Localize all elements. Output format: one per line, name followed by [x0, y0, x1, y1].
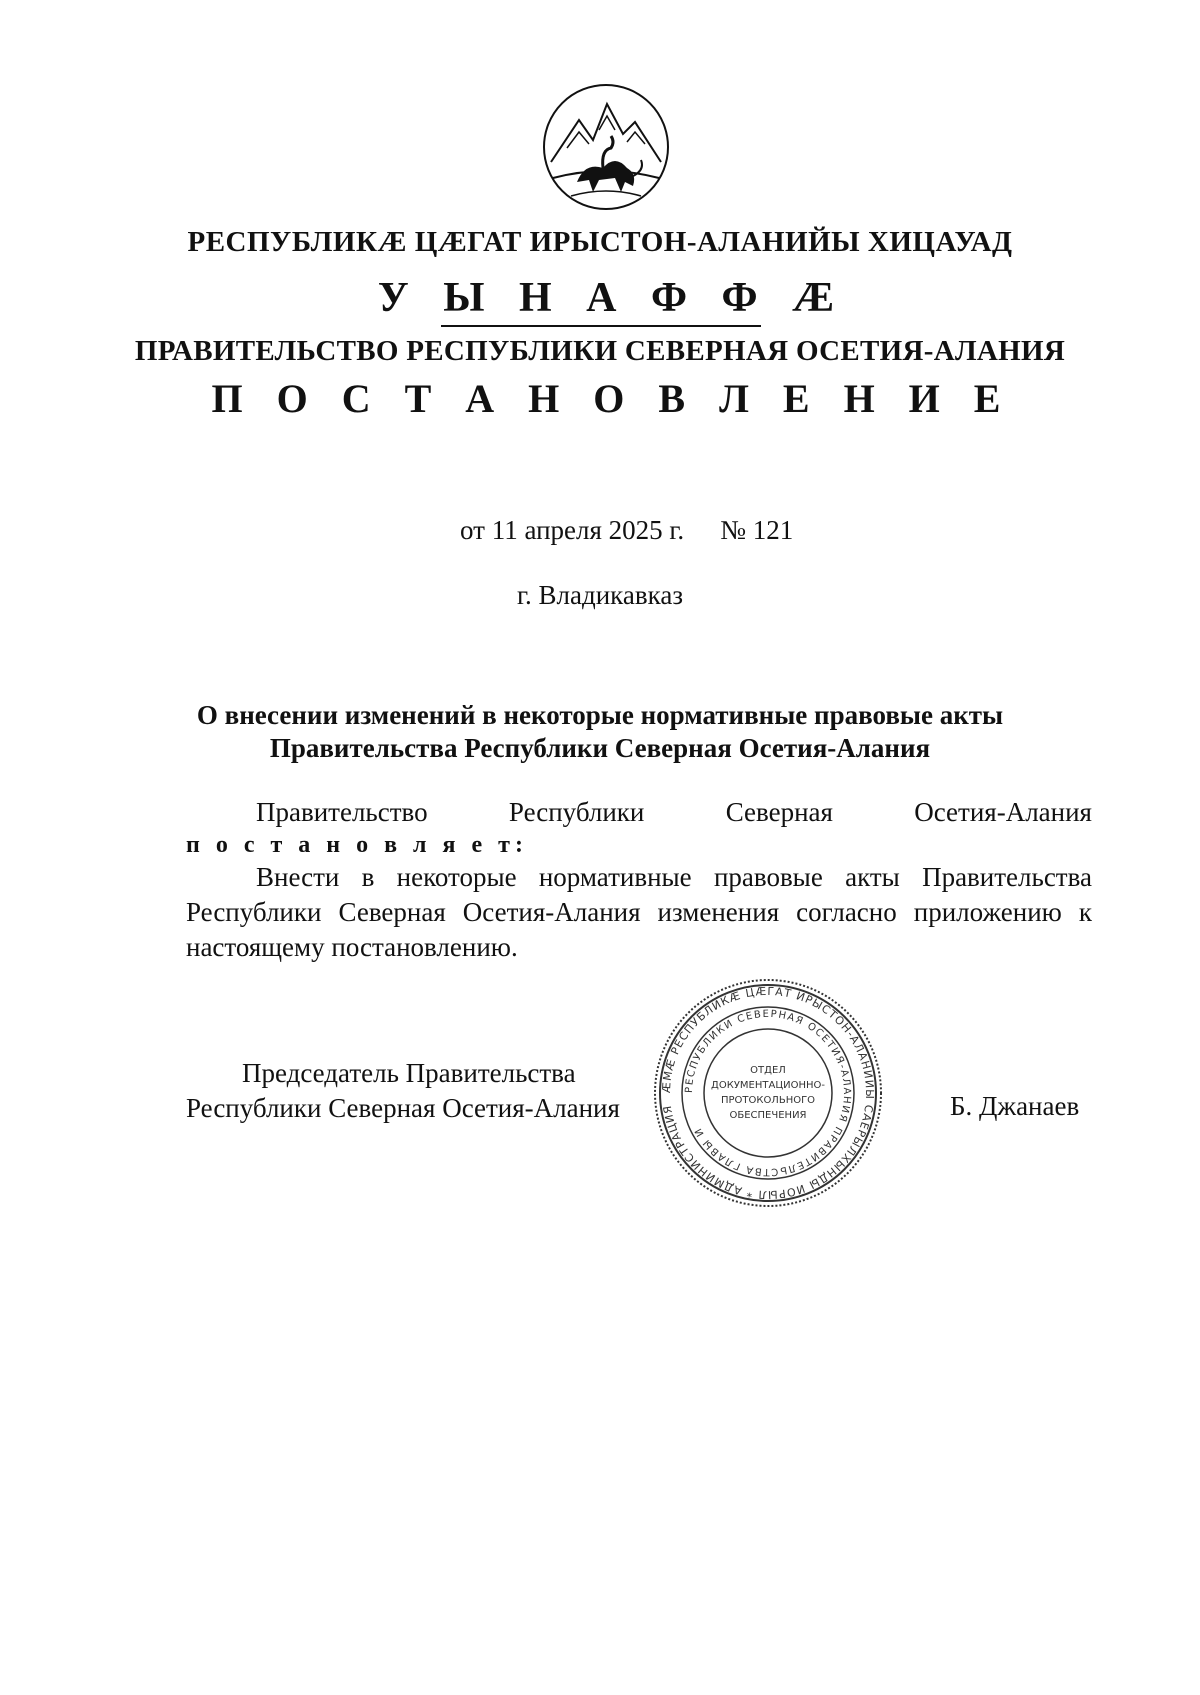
stamp-center-line: ОТДЕЛ	[750, 1065, 786, 1076]
osset-authority-heading: РЕСПУБЛИКÆ ЦÆГАТ ИРЫСТОН-АЛАНИЙЫ ХИЦАУАД	[187, 226, 1013, 258]
intro-paragraph	[186, 797, 1092, 828]
document-date: от 11 апреля 2025 г.	[460, 515, 685, 545]
document-date-number	[460, 515, 793, 546]
stamp-center-line: ПРОТОКОЛЬНОГО	[720, 1095, 816, 1106]
stamp-center-line: ОБЕСПЕЧЕНИЯ	[729, 1110, 807, 1121]
decree-word: п о с т а н о в л я е т:	[186, 832, 528, 858]
document-number: № 121	[720, 515, 794, 545]
ru-authority-heading: ПРАВИТЕЛЬСТВО РЕСПУБЛИКИ СЕВЕРНАЯ ОСЕТИЯ-АЛАНИЯ	[134, 335, 1066, 367]
stamp-outer-ring-text: ÆМÆ РЕСПУБЛИКÆ ЦÆГАТ ИРЫСТОН-АЛАНИЙЫ САЕРЫЛХЫНДЫ ЙОРЫЛ * АДМИНИСТРАЦИЯ	[659, 984, 877, 1202]
official-seal-stamp	[652, 977, 884, 1209]
intro-word: Правительство	[256, 797, 428, 827]
signatory-position	[186, 1056, 620, 1126]
intro-word: Осетия-Алания	[914, 797, 1092, 827]
document-title-line-1: О внесении изменений в некоторые нормативные правовые акты	[196, 700, 1004, 730]
signatory-name: Б. Джанаев	[950, 1091, 1080, 1121]
body-paragraph: Внести в некоторые нормативные правовые акты Правительства Республики Северная Осетия-Алания изменения согласно приложению к настоящему постановлению.	[186, 862, 1092, 962]
intro-word: Республики	[508, 797, 645, 827]
document-city: г. Владикавказ	[517, 580, 683, 610]
signatory-position-line-1: Председатель Правительства	[242, 1058, 576, 1088]
document-title-line-2: Правительства Республики Северная Осетия-Алания	[269, 733, 931, 763]
coat-of-arms-emblem	[541, 82, 671, 212]
osset-doc-kind: У Ы Н А Ф Ф Æ	[377, 275, 847, 321]
intro-word: Северная	[725, 797, 833, 827]
stamp-center-line: ДОКУМЕНТАЦИОННО-	[711, 1080, 825, 1091]
ru-doc-kind: П О С Т А Н О В Л Е Н И Е	[211, 376, 1013, 421]
header-divider	[441, 325, 761, 327]
stamp-inner-ring-text: РЕСПУБЛИКИ СЕВЕРНАЯ ОСЕТИЯ-АЛАНИЯ ПРАВИТЕЛЬСТВА ГЛАВЫ И	[683, 1008, 853, 1178]
signatory-position-line-2: Республики Северная Осетия-Алания	[186, 1093, 620, 1123]
svg-text:РЕСПУБЛИКИ СЕВЕРНАЯ ОСЕТИЯ-АЛА	[684, 1009, 852, 1177]
